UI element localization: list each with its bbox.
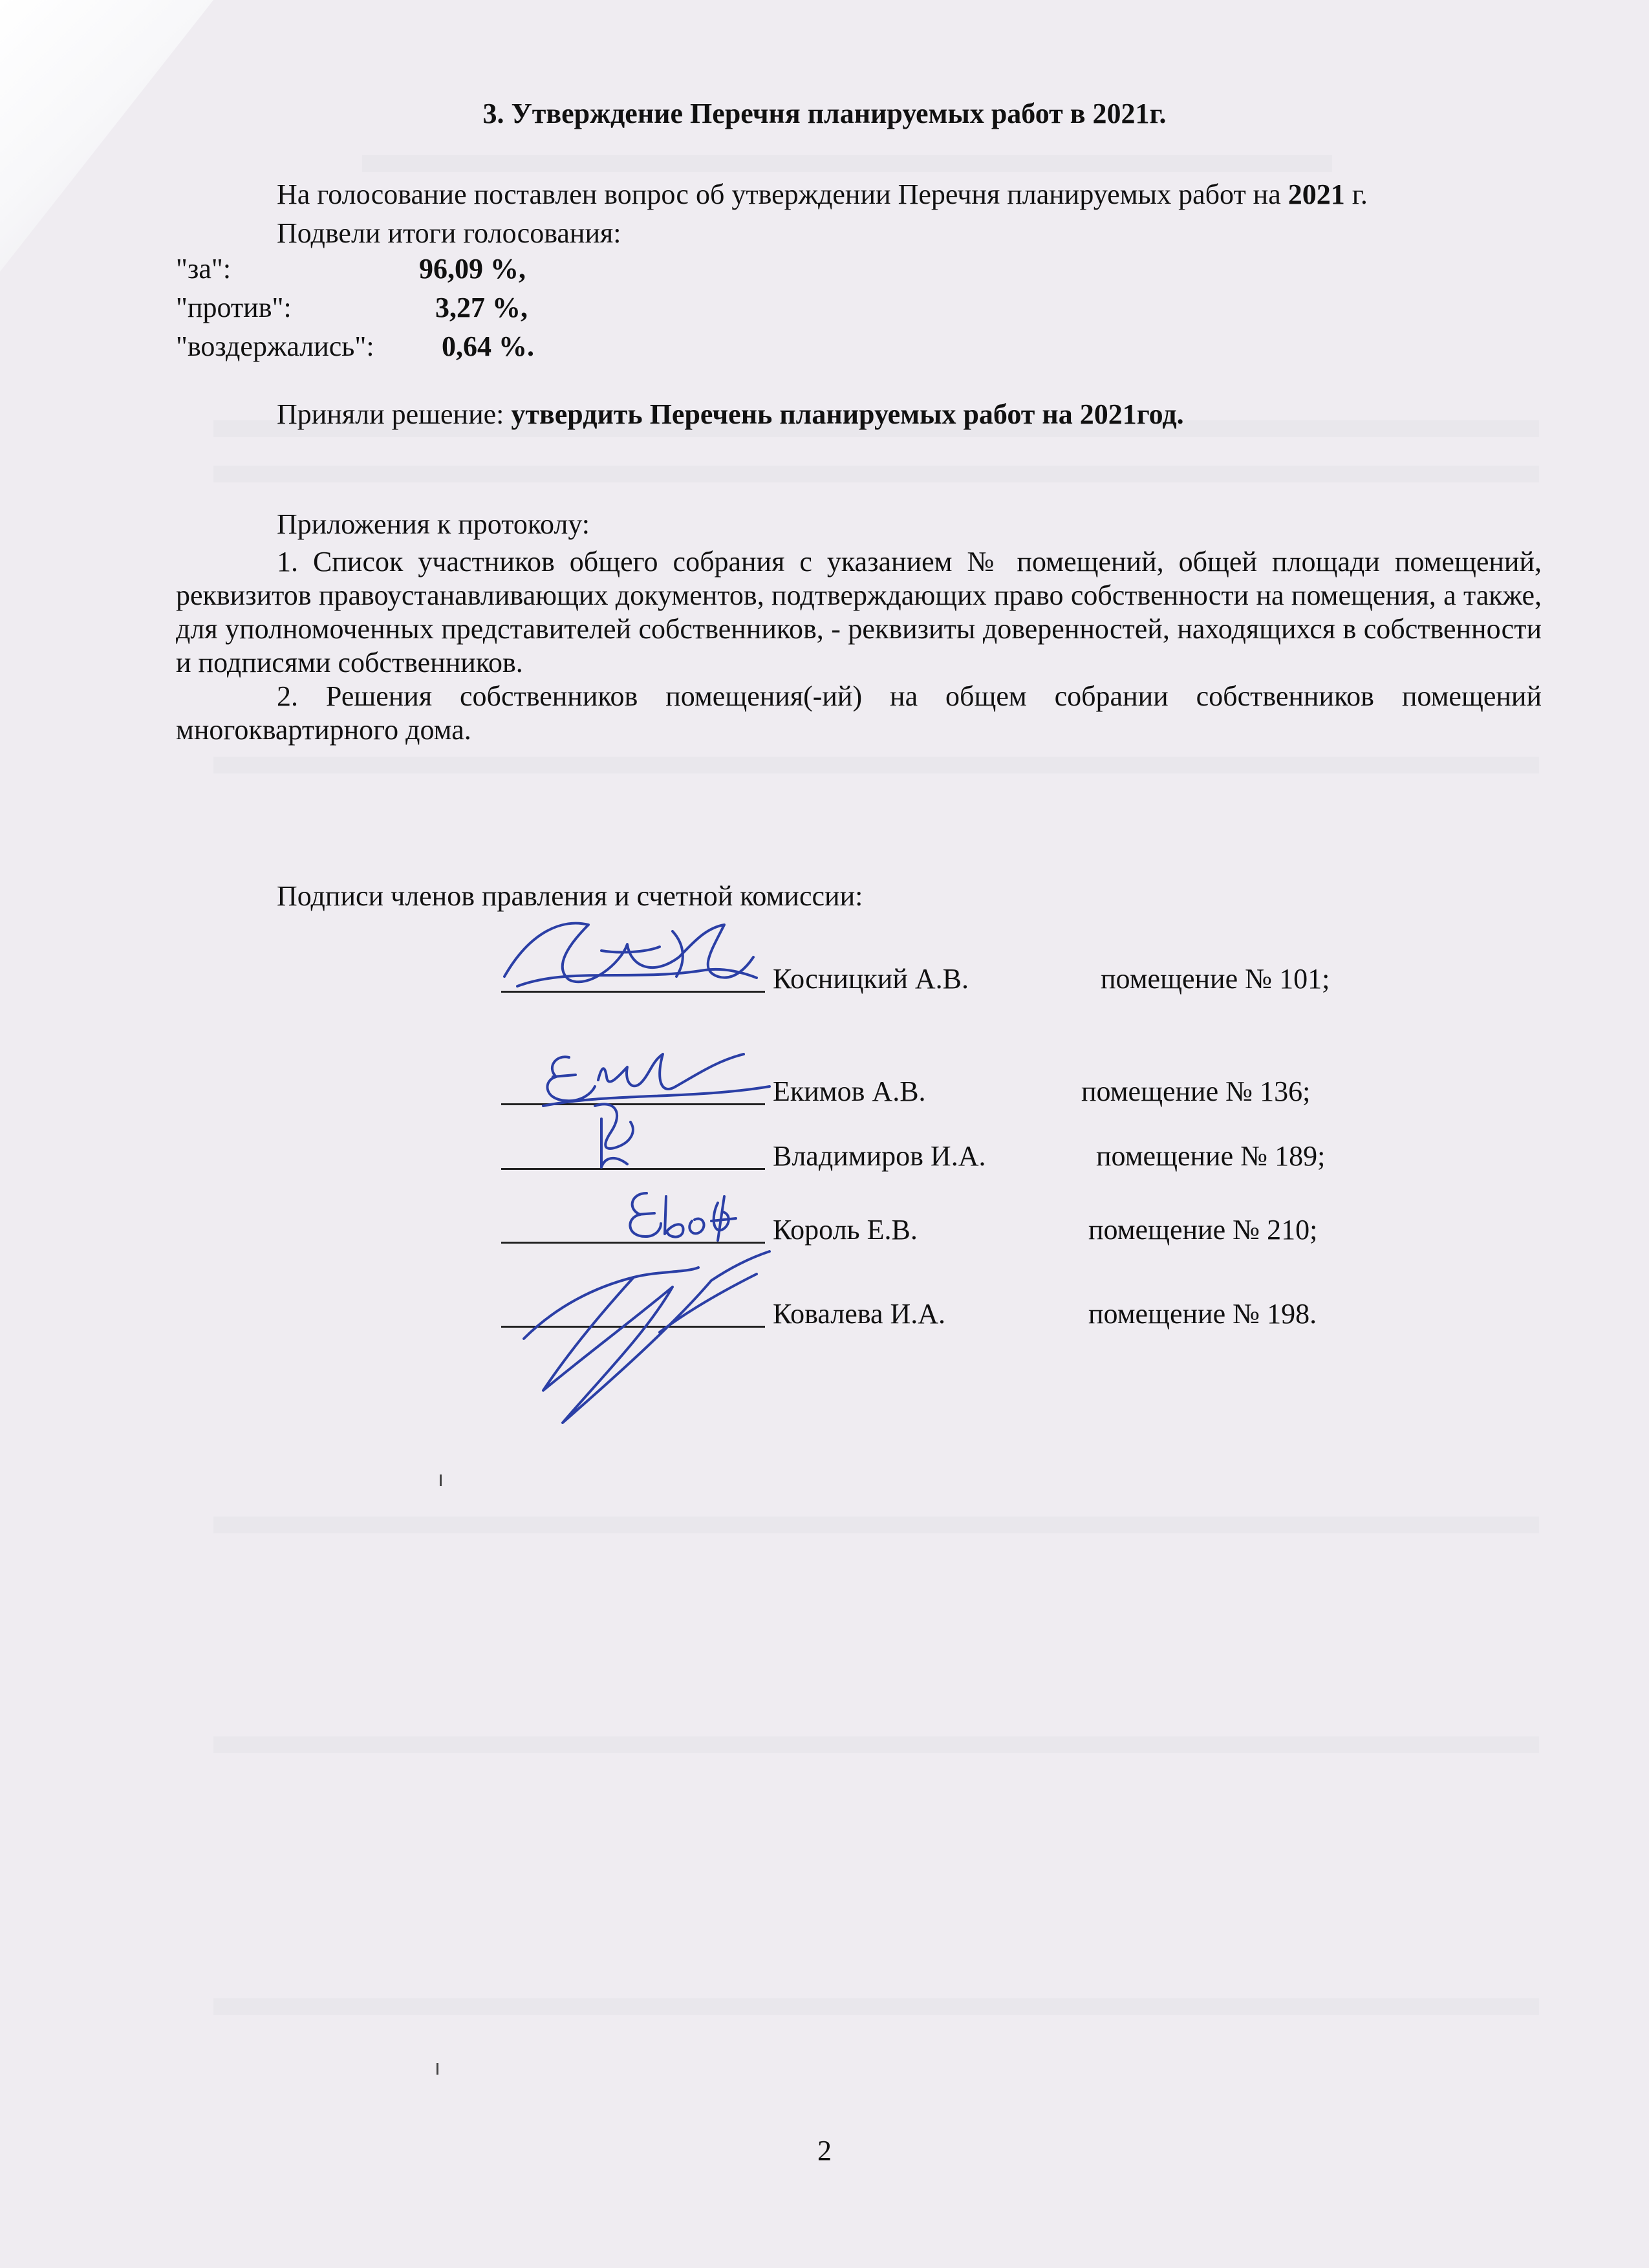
signer-name: Владимиров И.А. xyxy=(773,1140,986,1172)
handwritten-signature-2 xyxy=(530,1041,776,1112)
section-title: 3. Утверждение Перечня планируемых работ в 2021г. xyxy=(482,98,1167,129)
handwritten-signature-4 xyxy=(621,1183,763,1245)
signer-name: Косницкий А.В. xyxy=(773,963,969,995)
result-value-for: 96,09 %, xyxy=(419,253,526,285)
signer-room: помещение № 189; xyxy=(1096,1140,1326,1172)
signer-room: помещение № 198. xyxy=(1088,1298,1317,1330)
decision-text: утвердить Перечень планируемых работ на 2021год. xyxy=(511,398,1184,430)
result-label-for: "за": xyxy=(176,253,232,285)
result-label-against: "против": xyxy=(176,292,292,323)
attachments-title: Приложения к протоколу: xyxy=(277,508,590,540)
signer-name: Король Е.В. xyxy=(773,1214,918,1246)
handwritten-signature-1 xyxy=(491,905,763,1002)
stray-mark xyxy=(436,2063,438,2075)
folded-corner xyxy=(0,0,213,272)
question-text-before: На голосование поставлен вопрос об утверждении Перечня планируемых работ на xyxy=(277,178,1288,210)
decision xyxy=(277,398,1184,431)
question-year: 2021 xyxy=(1288,178,1345,210)
signer-room: помещение № 101; xyxy=(1101,963,1330,995)
signer-room: помещение № 210; xyxy=(1088,1214,1318,1246)
attachment-item: 2. Решения собственников помещения(-ий) на общем собрании собственников помещений многоквартирного дома. xyxy=(176,680,1542,746)
handwritten-signature-3 xyxy=(576,1093,653,1177)
signer-room: помещение № 136; xyxy=(1081,1075,1311,1107)
decision-prefix: Приняли решение: xyxy=(277,398,512,430)
results-intro: Подвели итоги голосования: xyxy=(277,217,621,249)
handwritten-signature-5 xyxy=(504,1242,776,1436)
signatures-title: Подписи членов правления и счетной комиссии: xyxy=(277,880,863,912)
question-text-after: г. xyxy=(1344,178,1368,210)
stray-mark xyxy=(440,1474,442,1486)
attachments-list xyxy=(176,545,1542,747)
attachment-item: 1. Список участников общего собрания с указанием № помещений, общей площади помещений, реквизитов правоустанавливающих документов, подтверждающих право собственности на помещения, а также, для уполномоченных представителей собственников, - реквизиты доверенностей, находящихся в собственности и подписями собственников. xyxy=(176,546,1542,678)
question-paragraph xyxy=(176,178,1542,211)
signer-name: Ковалева И.А. xyxy=(773,1298,946,1330)
result-label-abstained: "воздержались": xyxy=(176,330,374,362)
result-value-against: 3,27 %, xyxy=(435,292,528,323)
signer-name: Екимов А.В. xyxy=(773,1075,926,1107)
page-number: 2 xyxy=(817,2135,832,2166)
result-value-abstained: 0,64 %. xyxy=(442,330,534,362)
